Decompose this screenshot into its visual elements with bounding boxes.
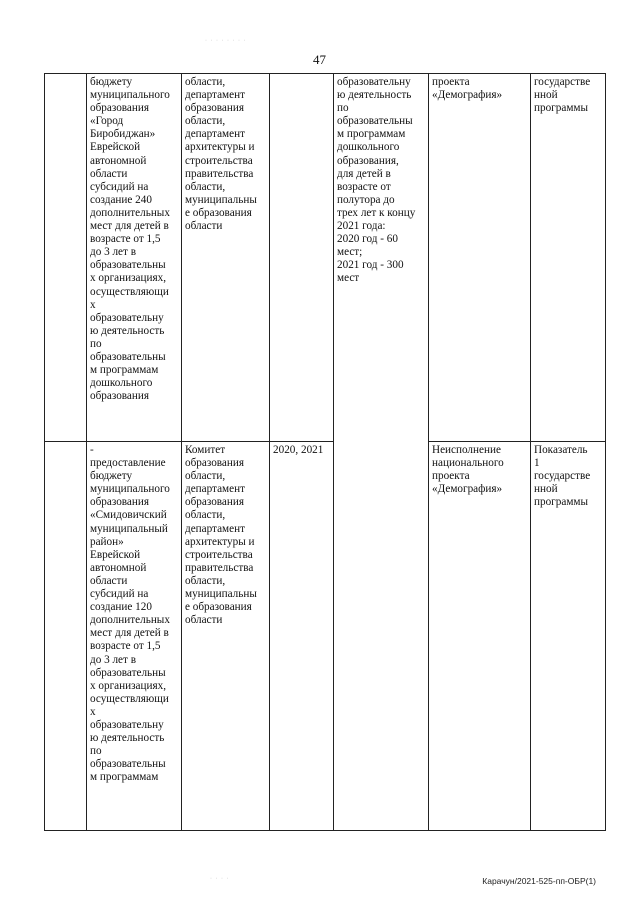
table-cell-responsible: Комитет образования области, департамент образования области, департамент архитектуры и строительства правительства области, муниципальны е образования области <box>182 442 270 831</box>
document-registration-code: Карачун/2021-525-пп-ОБР(1) <box>482 876 596 886</box>
scan-artifact: · · · · · · · · <box>205 38 247 44</box>
table-cell-responsible: области, департамент образования области, департамент архитектуры и строительства правительства области, муниципальны е образования области <box>182 74 270 442</box>
table-cell-description: - предоставление бюджету муниципального образования «Смидовичский муниципальный район» Еврейской автономной области субсидий на создание 120 дополнительных мест для детей в возрасте от 1,5 до 3 лет в образовательны х организациях, осуществляющи х образовательну ю деятельность по образовательны м программам <box>87 442 182 831</box>
table-cell-result <box>334 442 429 831</box>
table-cell-index <box>45 442 87 831</box>
table-row <box>45 74 606 442</box>
table-cell-result: образовательну ю деятельность по образовательны м программам дошкольного образования, для детей в возрасте от полутора до трех лет к концу 2021 года: 2020 год - 60 мест; 2021 год - 300 мест <box>334 74 429 442</box>
table-cell-period <box>270 74 334 442</box>
table-cell-indicator: Показатель 1 государстве нной программы <box>531 442 606 831</box>
table-row <box>45 442 606 831</box>
page-number: 47 <box>313 52 326 67</box>
document-table <box>44 73 606 831</box>
table-cell-period: 2020, 2021 <box>270 442 334 831</box>
scan-artifact: · · · · <box>210 876 230 882</box>
table-cell-description: бюджету муниципального образования «Город Биробиджан» Еврейской автономной области субсидий на создание 240 дополнительных мест для детей в возрасте от 1,5 до 3 лет в образовательны х организациях, осуществляющи х образовательну ю деятельность по образовательны м программам дошкольного образования <box>87 74 182 442</box>
table-cell-index <box>45 74 87 442</box>
table-cell-risk: проекта «Демография» <box>429 74 531 442</box>
table-cell-risk: Неисполнение национального проекта «Демография» <box>429 442 531 831</box>
table-cell-indicator: государстве нной программы <box>531 74 606 442</box>
